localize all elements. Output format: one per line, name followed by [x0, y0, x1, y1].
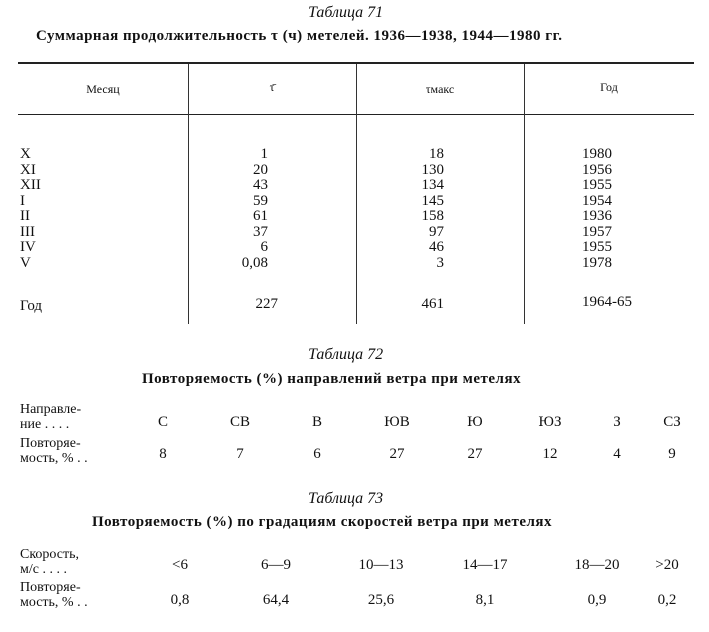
speed-cell: 18—20 [574, 557, 620, 573]
direction-frequency-cell: 12 [542, 446, 558, 462]
row-year: 1956 [582, 162, 612, 178]
direction-cell: СВ [229, 414, 250, 430]
direction-cell: З [613, 414, 621, 430]
row-month: XII [20, 177, 41, 193]
table-71-col-divider [524, 64, 525, 324]
speed-cell: 14—17 [462, 557, 508, 573]
table-72-caption: Таблица 72 [308, 346, 384, 363]
table-71-col-divider [356, 64, 357, 324]
direction-frequency-cell: 7 [236, 446, 244, 462]
direction-cell: В [311, 414, 322, 430]
direction-cell: СЗ [663, 414, 681, 430]
row-year: 1980 [582, 146, 612, 162]
row-tau: 61 [253, 208, 268, 224]
row-month: I [20, 193, 25, 209]
speed-frequency-cell: 8,1 [475, 592, 495, 608]
header-month: Месяц [86, 82, 120, 96]
t73-row2-label [20, 580, 88, 610]
label-line: мость, % . . [20, 595, 88, 610]
row-tau-max: 97 [429, 224, 444, 240]
direction-cell: С [157, 414, 168, 430]
speed-cell: <6 [172, 557, 188, 573]
table-71-col-divider [188, 64, 189, 324]
row-year: 1936 [582, 208, 612, 224]
t72-row1-label [20, 402, 81, 432]
header-tau-mean: τ̄ [269, 80, 275, 94]
row-month: XI [20, 162, 36, 178]
speed-frequency-cell: 25,6 [367, 592, 395, 608]
row-tau: 6 [260, 239, 268, 255]
label-line: мость, % . . [20, 451, 88, 466]
table-72-title: Повторяемость (%) направлений ветра при метелях [142, 371, 522, 387]
row-month: V [20, 255, 31, 271]
row-tau-max: 145 [421, 193, 444, 209]
row-tau: 43 [253, 177, 268, 193]
header-year: Год [600, 80, 618, 94]
row-tau-max: 134 [421, 177, 444, 193]
table-73-title: Повторяемость (%) по градациям скоростей ветра при метелях [92, 514, 553, 530]
row-year: 1954 [582, 193, 612, 209]
label-line: Повторяе- [20, 436, 81, 451]
row-month: IV [20, 239, 36, 255]
row-tau: 1 [260, 146, 268, 162]
speed-cell: >20 [655, 557, 679, 573]
total-year: 1964-65 [582, 294, 632, 310]
row-year: 1955 [582, 177, 612, 193]
table-73-caption: Таблица 73 [308, 490, 384, 507]
row-tau: 59 [253, 193, 268, 209]
speed-cell: 6—9 [261, 557, 291, 573]
direction-frequency-cell: 27 [467, 446, 483, 462]
direction-cell: Ю [467, 414, 483, 430]
table-71-caption: Таблица 71 [308, 4, 384, 21]
direction-frequency-cell: 9 [668, 446, 676, 462]
table-71-title: Суммарная продолжительность τ (ч) метелей. 1936—1938, 1944—1980 гг. [36, 28, 563, 44]
direction-frequency-cell: 6 [313, 446, 321, 462]
row-year: 1957 [582, 224, 612, 240]
direction-frequency-cell: 4 [613, 446, 621, 462]
row-tau-max: 130 [421, 162, 444, 178]
label-line: Повторяе- [20, 580, 81, 595]
speed-frequency-cell: 64,4 [262, 592, 290, 608]
label-line: Скорость, [20, 547, 79, 562]
header-tau-max: τмакс [425, 82, 455, 96]
row-month: II [20, 208, 30, 224]
row-month: X [20, 146, 31, 162]
speed-frequency-cell: 0,9 [587, 592, 607, 608]
label-line: Направле- [20, 402, 82, 417]
speed-frequency-cell: 0,2 [657, 592, 677, 608]
label-line: ние . . . . [20, 417, 70, 432]
row-tau: 20 [253, 162, 268, 178]
row-tau-max: 3 [436, 255, 444, 271]
direction-cell: ЮЗ [538, 414, 562, 430]
row-tau: 37 [253, 224, 268, 240]
total-tau: 227 [255, 296, 278, 312]
speed-frequency-cell: 0,8 [170, 592, 190, 608]
row-tau-max: 158 [421, 208, 444, 224]
t73-row1-label [20, 547, 79, 577]
speed-cell: 10—13 [358, 557, 404, 573]
direction-frequency-cell: 8 [159, 446, 167, 462]
row-year: 1955 [582, 239, 612, 255]
total-month: Год [20, 298, 43, 314]
row-tau: 0,08 [241, 255, 268, 271]
row-month: III [20, 224, 35, 240]
label-line: м/с . . . . [20, 562, 67, 577]
t72-row2-label [20, 436, 88, 466]
row-tau-max: 46 [429, 239, 444, 255]
row-year: 1978 [582, 255, 612, 271]
direction-frequency-cell: 27 [389, 446, 405, 462]
direction-cell: ЮВ [384, 414, 410, 430]
total-max: 461 [421, 296, 444, 312]
row-tau-max: 18 [429, 146, 444, 162]
